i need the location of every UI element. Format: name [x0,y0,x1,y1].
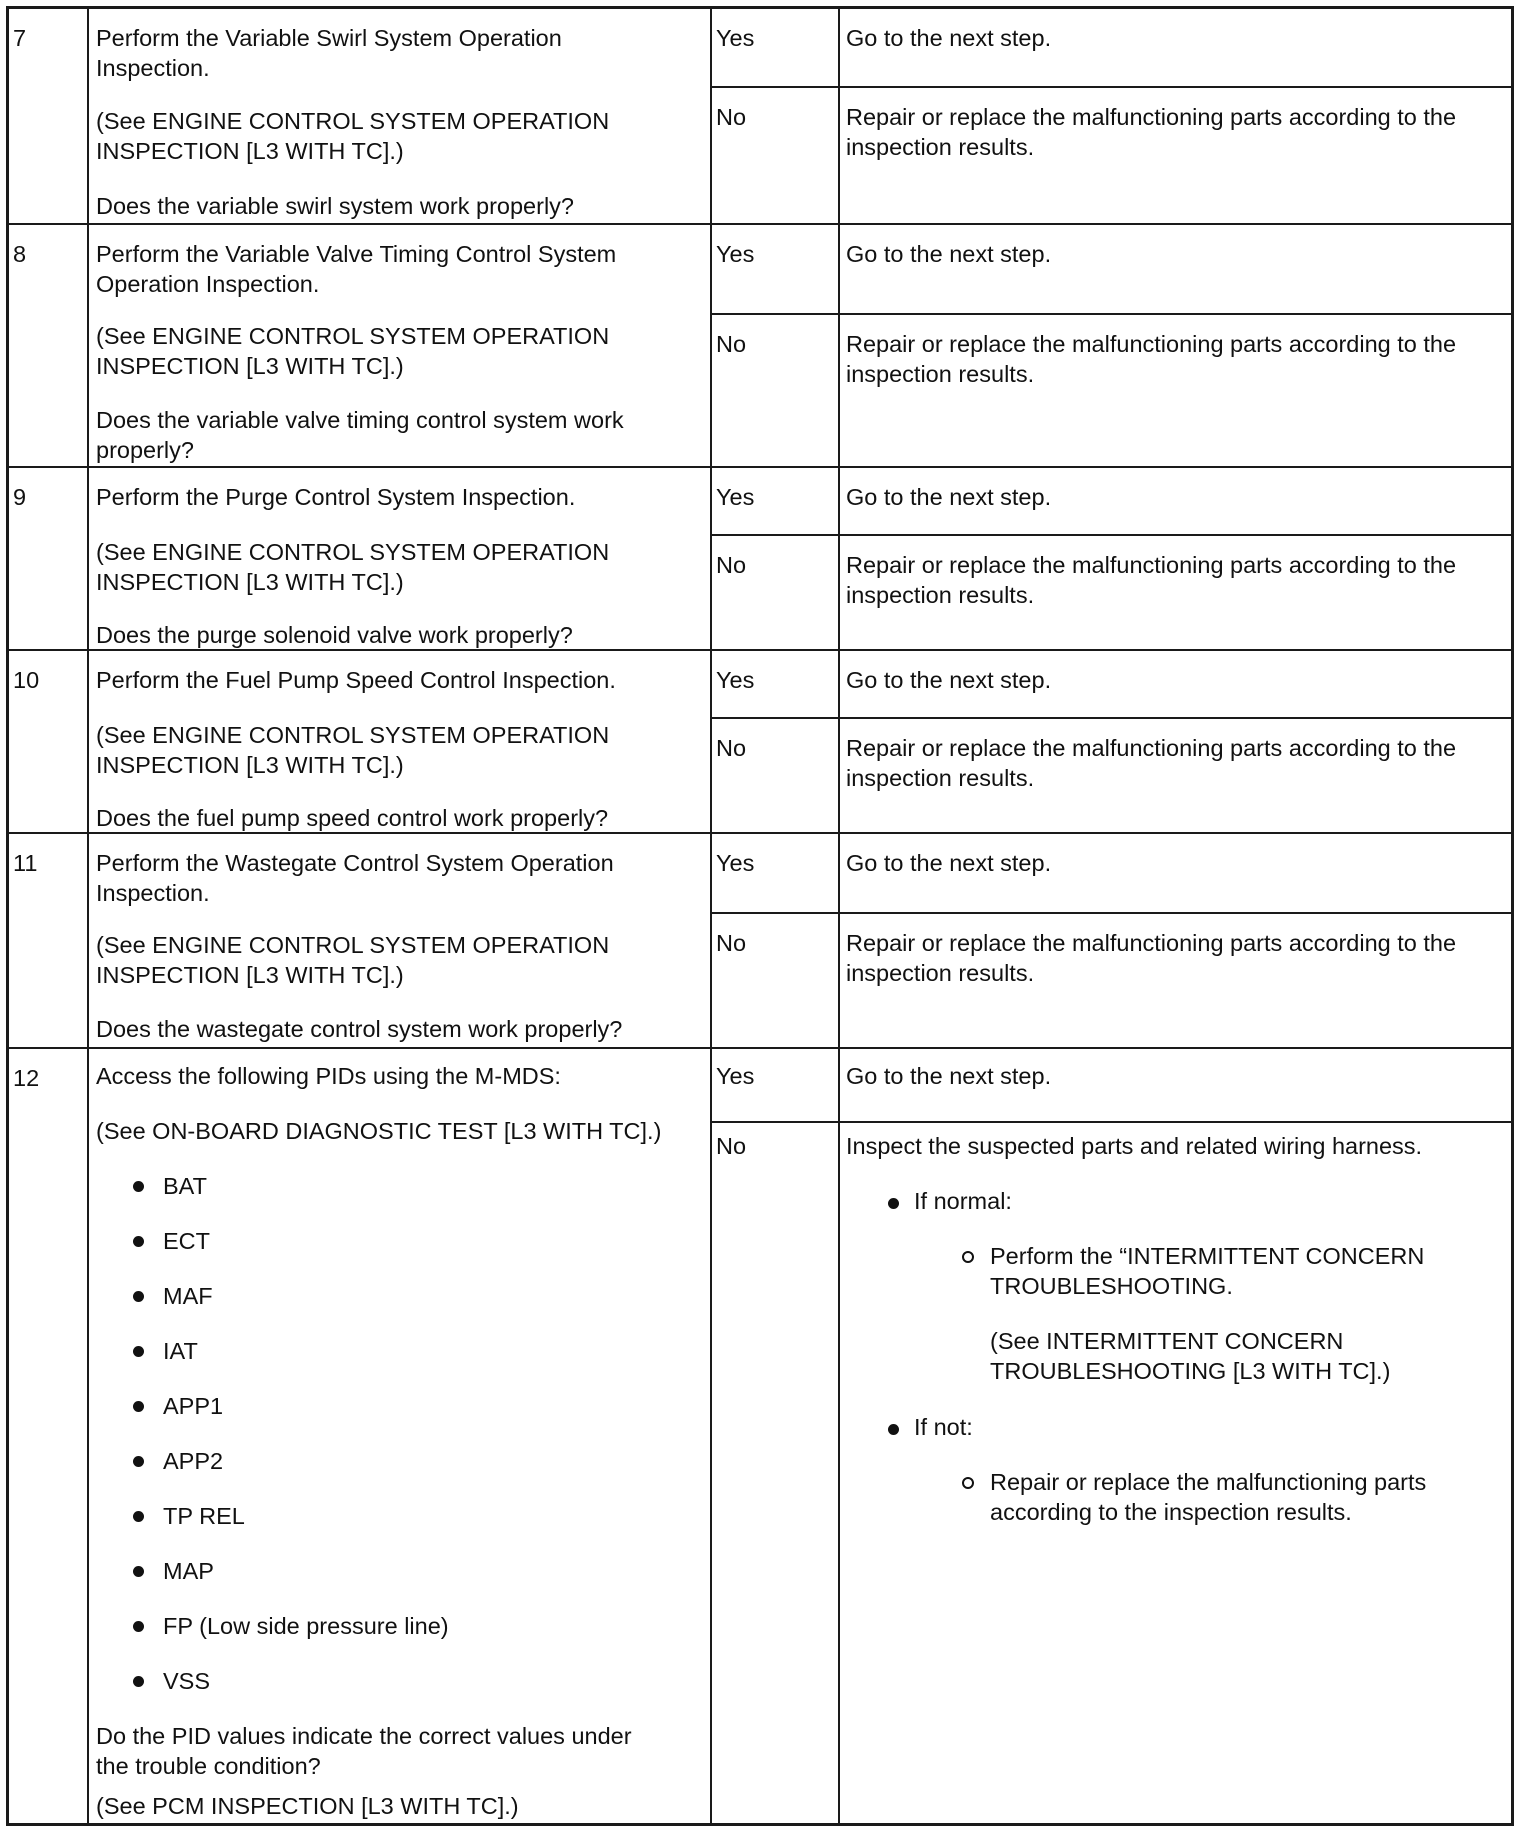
step-number: 11 [13,850,38,876]
sub-bullet-icon [962,1477,974,1489]
yes-label: Yes [716,850,755,876]
step-number: 7 [13,25,27,51]
action-title: Perform the Variable Swirl System Operation Inspection. [96,25,562,81]
action-title: Perform the Variable Valve Timing Control System Operation Inspection. [96,241,617,297]
bullet-icon [133,1236,144,1247]
step-row-10 [9,651,1511,834]
yes-result [712,9,1511,88]
no-result [712,914,1511,1047]
normal-sub-reference-link[interactable]: (See INTERMITTENT CONCERN TROUBLESHOOTING [L3 WITH TC].) [990,1328,1391,1384]
bullet-icon [133,1676,144,1687]
action-cell [89,225,712,466]
action-title: Perform the Fuel Pump Speed Control Inspection. [96,667,616,693]
no-label: No [716,930,747,956]
action-reference-link[interactable]: (See PCM INSPECTION [L3 WITH TC].) [96,1793,519,1819]
bullet-icon [133,1181,144,1192]
action-cell [89,9,712,223]
yes-result [712,834,1511,914]
yes-text: Go to the next step. [846,850,1052,876]
not-sub-action: Repair or replace the malfunctioning parts according to the inspection results. [990,1469,1427,1525]
step-row-7 [9,9,1511,225]
no-result [712,315,1511,466]
bullet-icon [888,1424,899,1435]
action-cell [89,468,712,649]
yes-text: Go to the next step. [846,25,1052,51]
step-number-cell [9,9,89,223]
sub-bullet-icon [962,1251,974,1263]
action-question: Does the fuel pump speed control work properly? [96,805,609,831]
action-cell [89,651,712,832]
no-label: No [716,735,747,761]
yes-result [712,651,1511,719]
bullet-icon [133,1346,144,1357]
yes-result [712,468,1511,536]
no-label: No [716,552,747,578]
yes-label: Yes [716,1063,755,1089]
action-reference-link[interactable]: (See ENGINE CONTROL SYSTEM OPERATION INSPECTION [L3 WITH TC].) [96,108,610,164]
step-number: 10 [13,667,40,693]
step-number-cell [9,651,89,832]
bullet-icon [888,1198,899,1209]
no-result [712,1123,1511,1823]
action-question: Does the purge solenoid valve work properly? [96,622,573,648]
yes-result [712,1049,1511,1123]
step-number-cell [9,1049,89,1823]
bullet-icon [133,1291,144,1302]
step-row-9 [9,468,1511,651]
yes-text: Go to the next step. [846,484,1052,510]
no-label: No [716,1133,747,1159]
step-row-8 [9,225,1511,468]
no-text: Repair or replace the malfunctioning parts according to the inspection results. [846,331,1457,387]
action-title: Access the following PIDs using the M-MDS: [96,1063,561,1089]
yes-label: Yes [716,25,755,51]
yes-text: Go to the next step. [846,241,1052,267]
no-label: No [716,331,747,357]
action-reference-link[interactable]: (See ON-BOARD DIAGNOSTIC TEST [L3 WITH TC].) [96,1118,662,1144]
step-row-11 [9,834,1511,1049]
if-not-label: If not: [914,1414,973,1440]
step-number-cell [9,468,89,649]
action-question: Does the variable valve timing control system work properly? [96,407,624,463]
no-text: Repair or replace the malfunctioning parts according to the inspection results. [846,735,1457,791]
action-title: Perform the Purge Control System Inspection. [96,484,576,510]
no-text: Repair or replace the malfunctioning parts according to the inspection results. [846,552,1457,608]
step-number: 12 [13,1065,40,1091]
action-title: Perform the Wastegate Control System Operation Inspection. [96,850,614,906]
yes-label: Yes [716,241,755,267]
yes-label: Yes [716,484,755,510]
normal-sub-action: Perform the “INTERMITTENT CONCERN TROUBLESHOOTING. [990,1243,1425,1299]
action-question: Do the PID values indicate the correct values under the trouble condition? [96,1723,632,1779]
action-reference-link[interactable]: (See ENGINE CONTROL SYSTEM OPERATION INSPECTION [L3 WITH TC].) [96,539,610,595]
step-number-cell [9,225,89,466]
no-text: Repair or replace the malfunctioning parts according to the inspection results. [846,104,1457,160]
no-result [712,719,1511,832]
action-reference-link[interactable]: (See ENGINE CONTROL SYSTEM OPERATION INSPECTION [L3 WITH TC].) [96,932,610,988]
step-number: 9 [13,484,27,510]
action-question: Does the wastegate control system work properly? [96,1016,623,1042]
if-normal-label: If normal: [914,1188,1012,1214]
troubleshooting-table [6,6,1514,1826]
bullet-icon [133,1456,144,1467]
no-result [712,88,1511,223]
bullet-icon [133,1566,144,1577]
yes-text: Go to the next step. [846,667,1052,693]
bullet-icon [133,1511,144,1522]
bullet-icon [133,1621,144,1632]
step-number: 8 [13,241,27,267]
yes-label: Yes [716,667,755,693]
action-reference-link[interactable]: (See ENGINE CONTROL SYSTEM OPERATION INSPECTION [L3 WITH TC].) [96,323,610,379]
no-result [712,536,1511,649]
yes-result [712,225,1511,315]
action-reference-link[interactable]: (See ENGINE CONTROL SYSTEM OPERATION INSPECTION [L3 WITH TC].) [96,722,610,778]
step-number-cell [9,834,89,1047]
no-intro-text: Inspect the suspected parts and related wiring harness. [846,1133,1423,1159]
action-question: Does the variable swirl system work properly? [96,193,574,219]
step-row-12 [9,1049,1511,1823]
action-cell [89,834,712,1047]
no-text: Repair or replace the malfunctioning parts according to the inspection results. [846,930,1457,986]
action-cell: Access the following PIDs using the M-MDS: (See ON-BOARD DIAGNOSTIC TEST [L3 WITH TC].) BAT ECT MAF IAT APP1 APP2 TP REL MAP FP (Low side pressure line) VSS Do the PID values indicate the correct values under the trouble condition? (See PCM INSPECTION [L3 WITH TC].) [89,1049,712,1823]
yes-text: Go to the next step. [846,1063,1052,1089]
no-label: No [716,104,747,130]
bullet-icon [133,1401,144,1412]
